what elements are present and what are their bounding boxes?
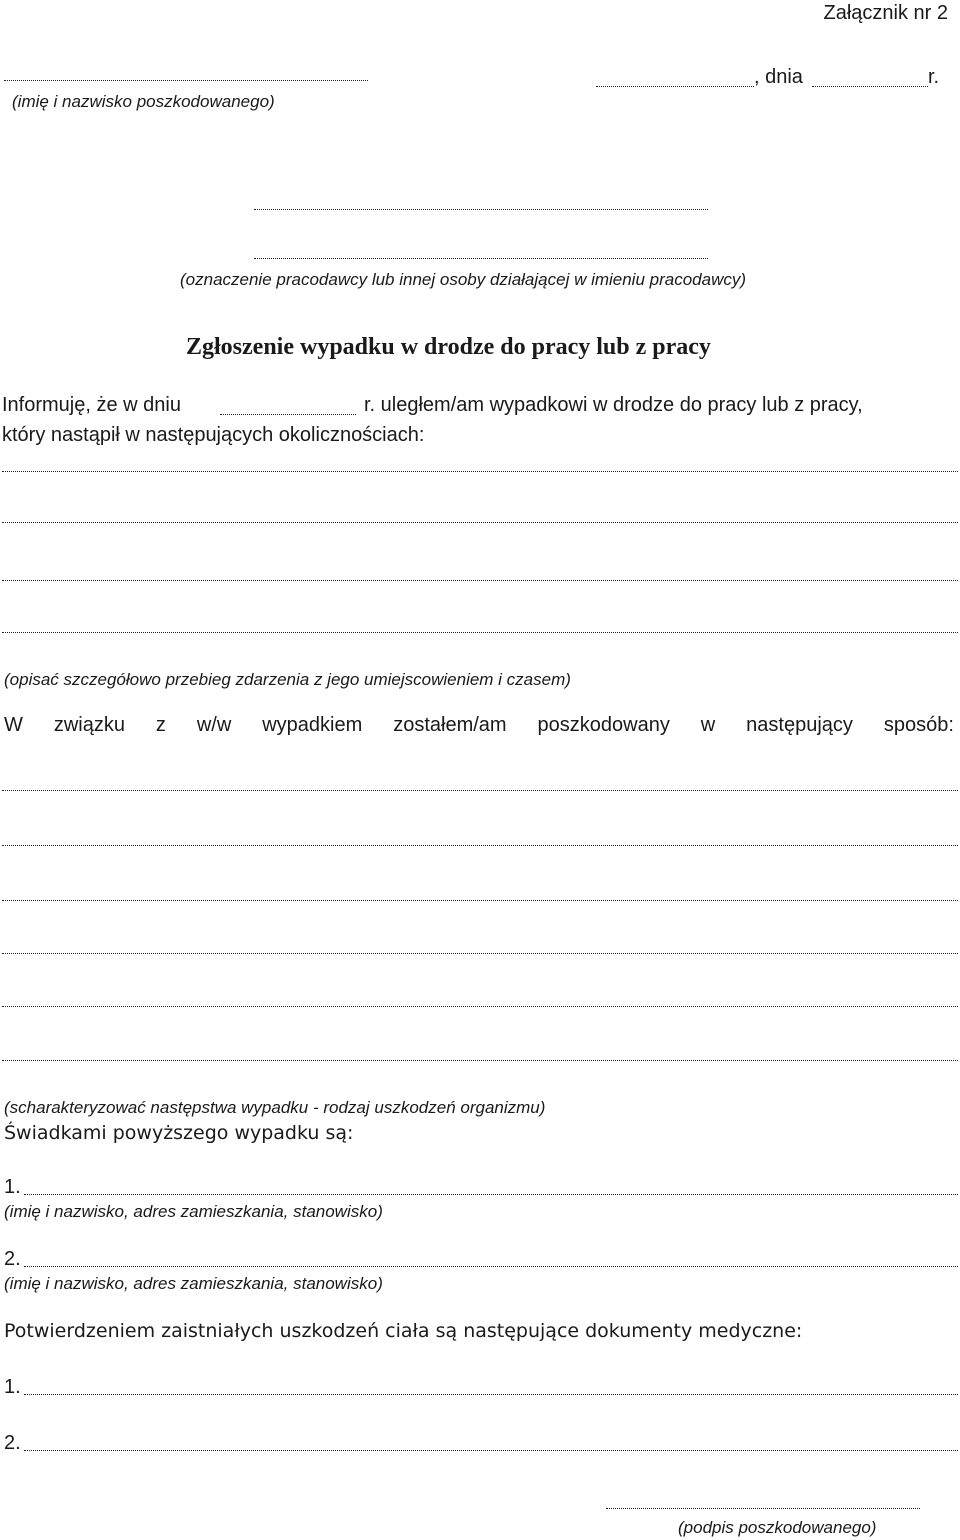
circumstances-line-2 [2, 522, 958, 523]
circumstances-caption: (opisać szczegółowo przebieg zdarzenia z jego umiejscowieniem i czasem) [4, 670, 571, 689]
circumstances-line-4 [2, 632, 958, 633]
injury-word: poszkodowany [537, 714, 670, 736]
date-year-label: r. [928, 66, 940, 88]
place-line [596, 86, 754, 87]
annex-label: Załącznik nr 2 [823, 2, 948, 24]
injury-line-1 [2, 790, 958, 791]
injury-word: w/w [196, 714, 232, 736]
injury-line-4 [2, 953, 958, 954]
injury-caption: (scharakteryzować następstwa wypadku - rodzaj uszkodzeń organizmu) [4, 1098, 546, 1117]
witness-1-line [24, 1194, 958, 1195]
victim-name-line [4, 80, 368, 81]
employer-line-2 [254, 258, 708, 259]
injury-word: wypadkiem [262, 714, 363, 736]
injury-line-5 [2, 1006, 958, 1007]
witness-2-line [24, 1266, 958, 1267]
circumstances-line-3 [2, 580, 958, 581]
injury-line-2 [2, 845, 958, 846]
intro-part1: Informuję, że w dniu [2, 394, 181, 416]
signature-caption: (podpis poszkodowanego) [678, 1518, 877, 1537]
injury-intro [4, 714, 954, 737]
injury-word: w [700, 714, 716, 736]
victim-name-caption: (imię i nazwisko poszkodowanego) [12, 92, 275, 111]
injury-word: związku [53, 714, 125, 736]
witness-1-caption: (imię i nazwisko, adres zamieszkania, stanowisko) [4, 1202, 383, 1221]
employer-line-1 [254, 209, 708, 210]
injury-word: sposób: [883, 714, 954, 736]
date-label: , dnia [754, 66, 803, 88]
injury-line-3 [2, 900, 958, 901]
employer-caption: (oznaczenie pracodawcy lub innej osoby działającej w imieniu pracodawcy) [180, 270, 747, 289]
injury-line-6 [2, 1060, 958, 1061]
document-2-line [24, 1450, 958, 1451]
document-2-number: 2. [4, 1432, 21, 1454]
intro-part2: r. uległem/am wypadkowi w drodze do pracy lub z pracy, [364, 394, 863, 416]
document-1-number: 1. [4, 1376, 21, 1398]
circumstances-line-1 [2, 471, 958, 472]
witnesses-heading: Świadkami powyższego wypadku są: [4, 1122, 354, 1144]
injury-word: zostałem/am [393, 714, 507, 736]
signature-line [606, 1508, 920, 1509]
intro-line2: który nastąpił w następujących okolicznościach: [2, 424, 425, 446]
injury-word: następujący [746, 714, 853, 736]
date-line [812, 86, 928, 87]
page-title: Zgłoszenie wypadku w drodze do pracy lub z pracy [186, 334, 711, 360]
document-1-line [24, 1394, 958, 1395]
injury-word: z [155, 714, 166, 736]
documents-heading: Potwierdzeniem zaistniałych uszkodzeń ciała są następujące dokumenty medyczne: [4, 1320, 803, 1342]
accident-date-line [220, 414, 356, 415]
witness-2-number: 2. [4, 1248, 21, 1270]
witness-2-caption: (imię i nazwisko, adres zamieszkania, stanowisko) [4, 1274, 383, 1293]
injury-word: W [4, 714, 23, 736]
witness-1-number: 1. [4, 1176, 21, 1198]
